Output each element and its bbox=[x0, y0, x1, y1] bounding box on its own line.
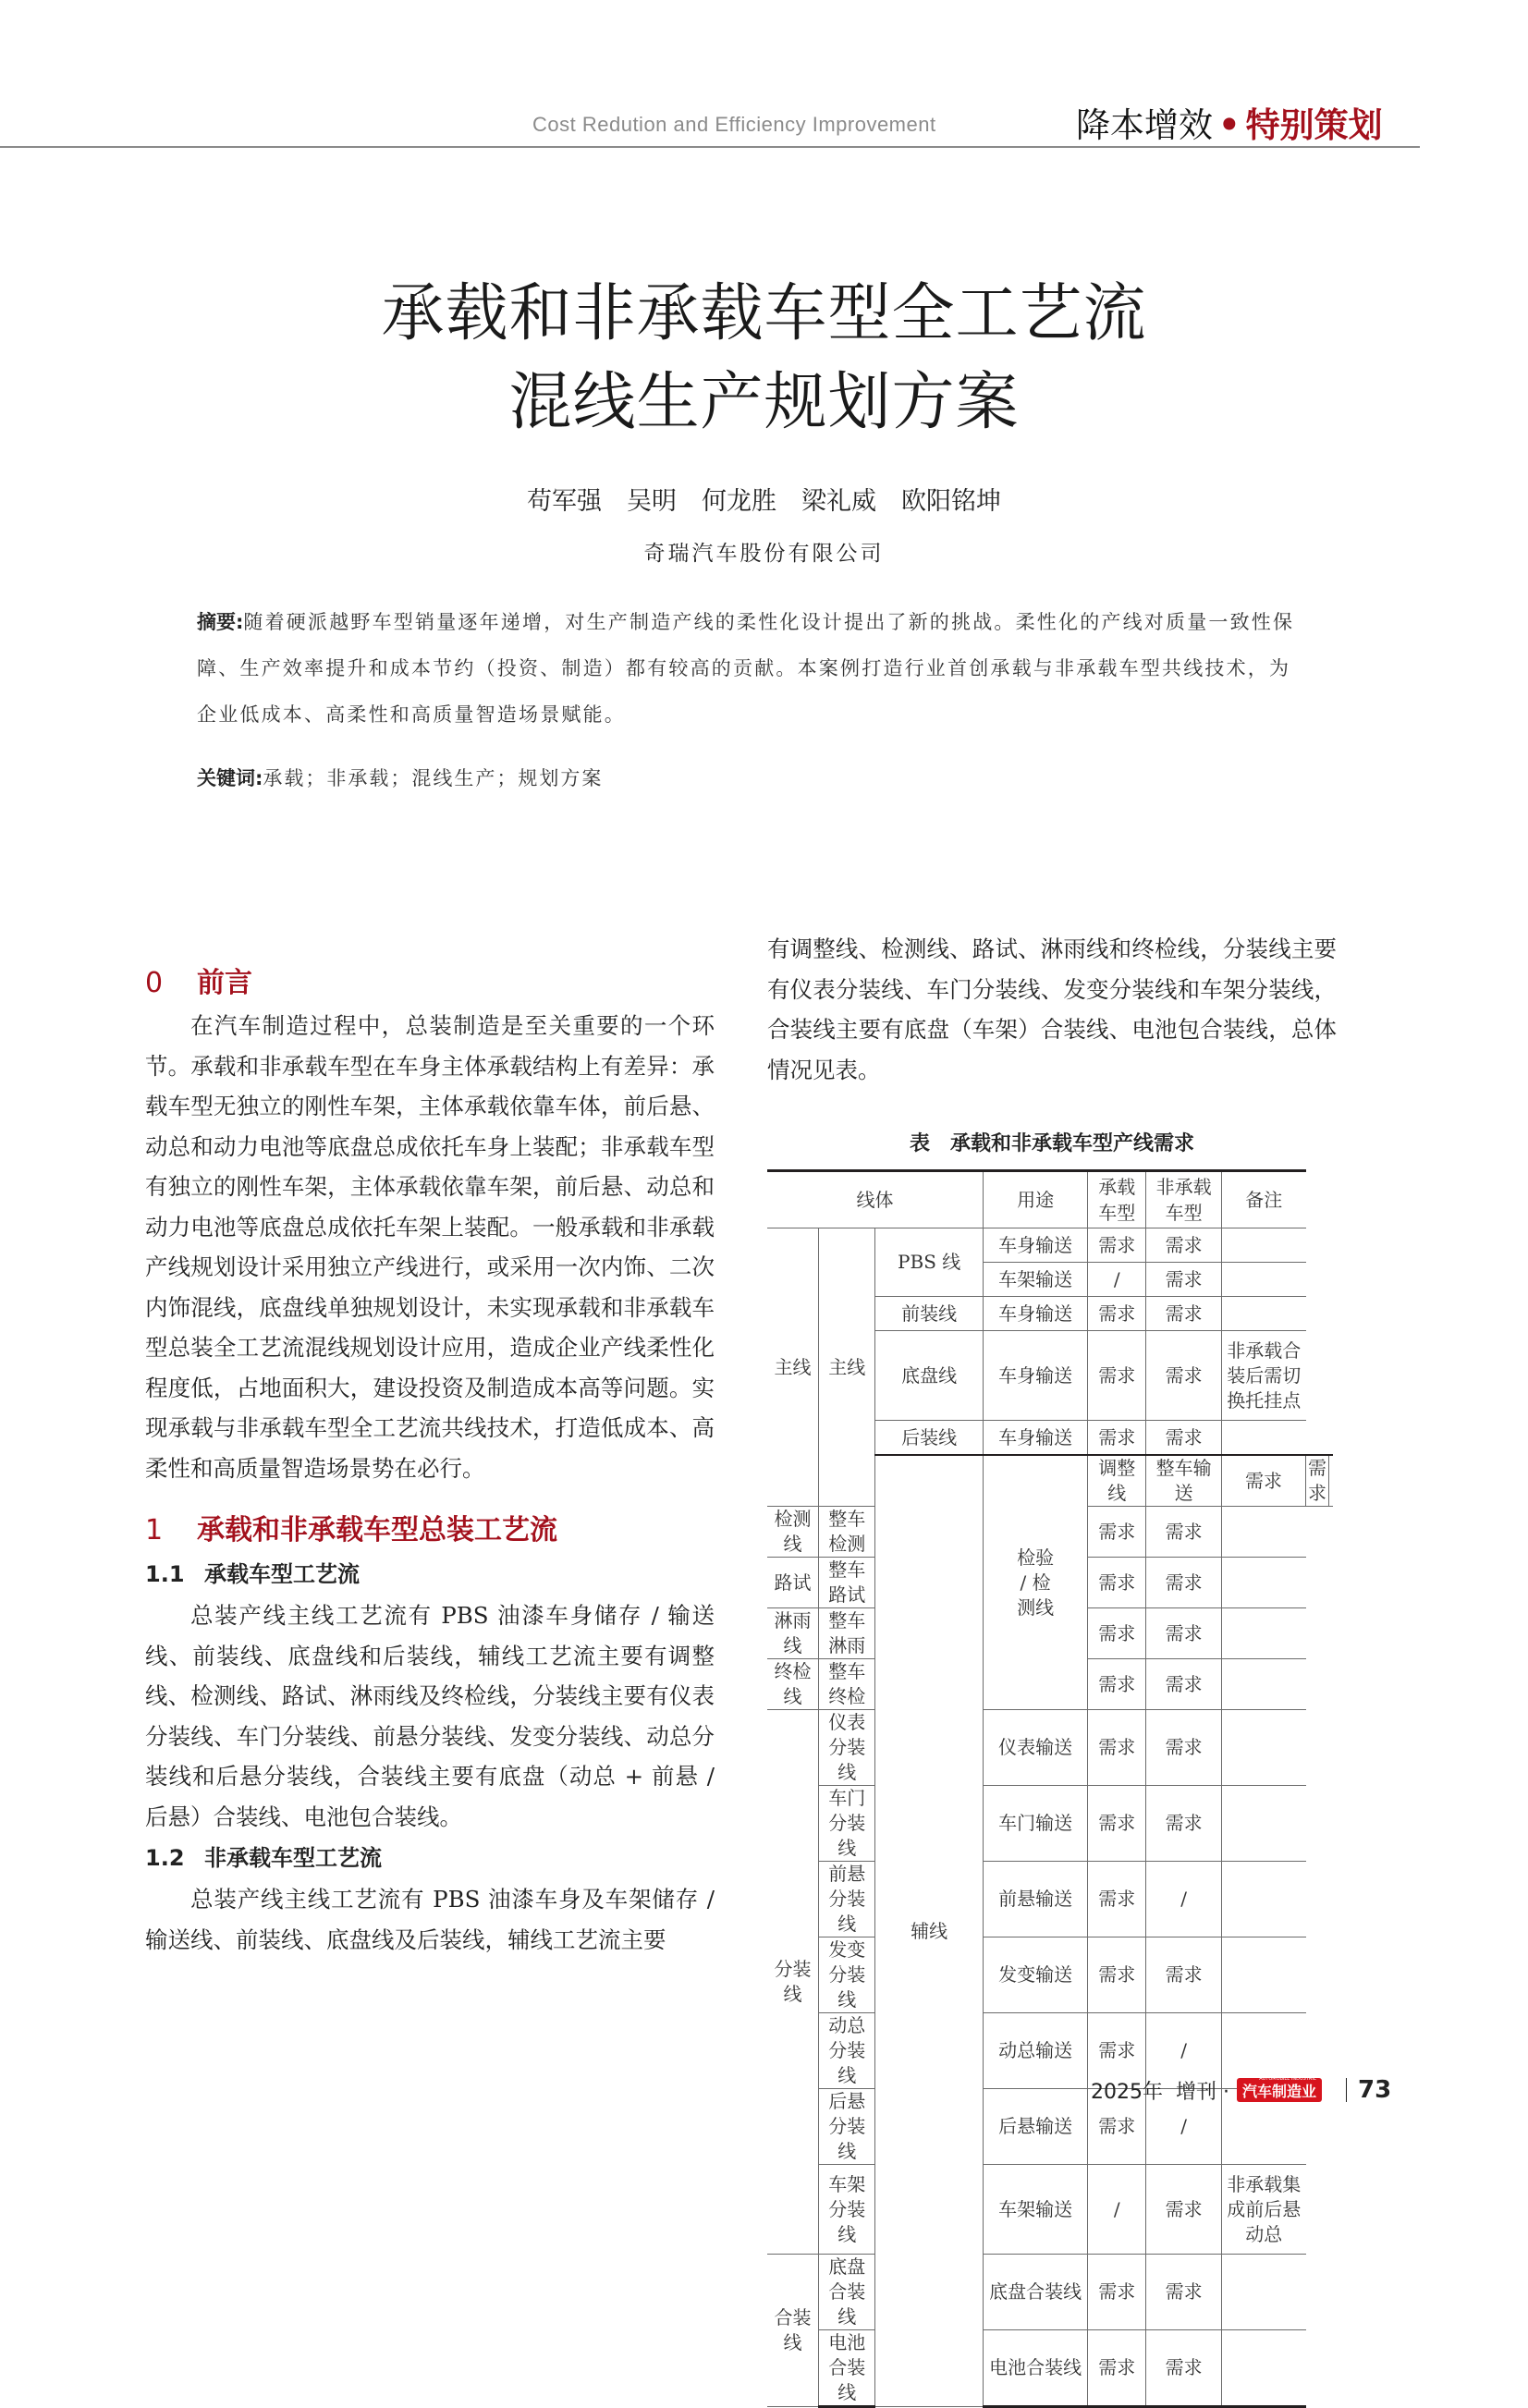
table-header-row bbox=[767, 1171, 1333, 1228]
cell-use: 车身输送 bbox=[983, 1297, 1087, 1331]
header-frame: 非承载 车型 bbox=[1146, 1171, 1222, 1228]
cell-frame: 需求 bbox=[1146, 1507, 1222, 1558]
cell-note bbox=[1221, 1421, 1305, 1456]
cell-frame: 需求 bbox=[1146, 1937, 1222, 2013]
cell-use: 动总输送 bbox=[983, 2013, 1087, 2089]
cell-frame: 需求 bbox=[1146, 1710, 1222, 1786]
cell-unibody: / bbox=[1088, 2165, 1146, 2255]
abstract: 摘要:随着硬派越野车型销量逐年递增，对生产制造产线的柔性化设计提出了新的挑战。柔性化的产线对质量一致性保障、生产效率提升和成本节约（投资、制造）都有较高的贡献。本案例打造行业首创承载与非承载车型共线技术，为企业低成本、高柔性和高质量智造场景赋能。 bbox=[197, 611, 1295, 726]
cell-unibody: 需求 bbox=[1088, 1421, 1146, 1456]
cell-note bbox=[1221, 1710, 1305, 1786]
page-number: 73 bbox=[1358, 2076, 1392, 2104]
cell-use: 发变输送 bbox=[983, 1937, 1087, 2013]
cell-unibody: 需求 bbox=[1088, 1937, 1146, 2013]
subsection-heading-1-2: 1.2 非承载车型工艺流 bbox=[145, 1845, 382, 1871]
cell-unibody: 需求 bbox=[1088, 1331, 1146, 1421]
section-heading-0: 0 前言 bbox=[145, 967, 252, 999]
cell-unibody: 需求 bbox=[1088, 1228, 1146, 1263]
table-row bbox=[767, 1710, 1333, 1786]
abstract-label: 摘要 bbox=[197, 611, 236, 633]
cell-unibody: 需求 bbox=[1088, 1862, 1146, 1937]
cell-note bbox=[1221, 1608, 1305, 1659]
cell-use: 车身输送 bbox=[983, 1228, 1087, 1263]
subsection-1-2-paragraph-continued: 有调整线、检测线、路试、淋雨线和终检线，分装线主要有仪表分装线、车门分装线、发变分装线和车架分装线，合装线主要有底盘（车架）合装线、电池包合装线，总体情况见表。 bbox=[767, 935, 1337, 1083]
cell-frame: 需求 bbox=[1146, 1659, 1222, 1710]
cell-line: 淋雨线 bbox=[767, 1608, 819, 1659]
cell-frame: / bbox=[1146, 2013, 1222, 2089]
cell-unibody: 需求 bbox=[1088, 2089, 1146, 2165]
cell-note bbox=[1221, 2255, 1305, 2330]
cell-frame: 需求 bbox=[1146, 1297, 1222, 1331]
table-row bbox=[767, 1228, 1333, 1263]
cell-note bbox=[1221, 1228, 1305, 1263]
cell-line: 车门分装线 bbox=[819, 1786, 875, 1862]
cell-frame: 需求 bbox=[1146, 1263, 1222, 1297]
cell-line: 前悬分装线 bbox=[819, 1862, 875, 1937]
cell-unibody: 需求 bbox=[1088, 2255, 1146, 2330]
article-title-line2: 混线生产规划方案 bbox=[508, 366, 1020, 439]
cell-note bbox=[1221, 1659, 1305, 1710]
keywords-label: 关键词 bbox=[197, 767, 255, 789]
cell-use: 车架输送 bbox=[983, 1263, 1087, 1297]
line-requirements-table bbox=[767, 1169, 1333, 2408]
cell-frame: 需求 bbox=[1146, 2165, 1222, 2255]
cell-frame: 需求 bbox=[1146, 1331, 1222, 1421]
header-line: 线体 bbox=[767, 1171, 983, 1228]
subsection-heading-1-1: 1.1 承载车型工艺流 bbox=[145, 1561, 360, 1587]
cell-line: 动总分装线 bbox=[819, 2013, 875, 2089]
cell-line: 后装线 bbox=[875, 1421, 984, 1456]
right-column bbox=[767, 929, 1337, 1090]
cell-use: 底盘合装线 bbox=[983, 2255, 1087, 2330]
group-aux: 辅线 bbox=[875, 1455, 984, 2407]
footer-issue: 增刊 · bbox=[1176, 2080, 1229, 2104]
cell-use: 车身输送 bbox=[983, 1421, 1087, 1456]
table-row bbox=[767, 2165, 1333, 2255]
cell-use: 整车输送 bbox=[1146, 1455, 1222, 1507]
table-row bbox=[767, 2255, 1333, 2330]
cell-unibody: 需求 bbox=[1088, 2330, 1146, 2407]
authors: 苟军强 吴明 何龙胜 梁礼威 欧阳铭坤 bbox=[527, 487, 1001, 516]
cell-frame: 需求 bbox=[1146, 1786, 1222, 1862]
cell-use: 整车淋雨 bbox=[819, 1608, 875, 1659]
group-main: 主线 bbox=[767, 1228, 819, 1507]
cell-note bbox=[1221, 2330, 1305, 2407]
running-header bbox=[0, 92, 1420, 148]
cell-unibody: 需求 bbox=[1221, 1455, 1305, 1507]
abstract-text: 随着硬派越野车型销量逐年递增，对生产制造产线的柔性化设计提出了新的挑战。柔性化的产线对质量一致性保障、生产效率提升和成本节约（投资、制造）都有较高的贡献。本案例打造行业首创承载与非承载车型共线技术，为企业低成本、高柔性和高质量智造场景赋能。 bbox=[197, 611, 1295, 726]
cell-line: 发变分装线 bbox=[819, 1937, 875, 2013]
cell-note bbox=[1221, 1862, 1305, 1937]
cell-line: 车架分装线 bbox=[819, 2165, 875, 2255]
table-row bbox=[767, 2330, 1333, 2407]
cell-line: 检测线 bbox=[767, 1507, 819, 1558]
cell-note bbox=[1221, 1558, 1305, 1608]
cell-frame: / bbox=[1146, 1862, 1222, 1937]
cell-use: 整车路试 bbox=[819, 1558, 875, 1608]
cell-note: 非承载合 装后需切 换托挂点 bbox=[1221, 1331, 1305, 1421]
column-separator: • bbox=[1218, 105, 1241, 145]
cell-line: 后悬分装线 bbox=[819, 2089, 875, 2165]
cell-note bbox=[1221, 1786, 1305, 1862]
cell-unibody: 需求 bbox=[1088, 1297, 1146, 1331]
section-0-paragraph: 在汽车制造过程中，总装制造是至关重要的一个环节。承载和非承载车型在车身主体承载结构上有差异：承载车型无独立的刚性车架，主体承载依靠车体，前后悬、动总和动力电池等底盘总成依托车身上装配；非承载车型有独立的刚性车架，主体承载依靠车架，前后悬、动总和动力电池等底盘总成依托车架上装配。一般承载和非承载产线规划设计采用独立产线进行，或采用一次内饰、二次内饰混线，底盘线单独规划设计，未实现承载和非承载车型总装全工艺流混线规划设计应用，造成企业产线柔性化程度低，占地面积大，建设投资及制造成本高等问题。实现承载与非承载车型全工艺流共线技术，打造低成本、高柔性和高质量智造场景势在必行。 bbox=[145, 1012, 715, 1482]
cell-note: 非承载集 成前后悬 动总 bbox=[1221, 2165, 1305, 2255]
article-title bbox=[0, 270, 1528, 447]
cell-use: 车门输送 bbox=[983, 1786, 1087, 1862]
cell-use: 前悬输送 bbox=[983, 1862, 1087, 1937]
cell-use: 电池合装线 bbox=[983, 2330, 1087, 2407]
table-row bbox=[767, 1937, 1333, 2013]
header-note: 备注 bbox=[1221, 1171, 1305, 1228]
group-sub: 分装 线 bbox=[767, 1710, 819, 2255]
group-merge: 合装 线 bbox=[767, 2255, 819, 2407]
cell-use: 车身输送 bbox=[983, 1331, 1087, 1421]
page-footer bbox=[1091, 2074, 1391, 2106]
cell-line: PBS 线 bbox=[875, 1228, 984, 1297]
cell-note bbox=[1221, 1507, 1305, 1558]
cell-use: 整车终检 bbox=[819, 1659, 875, 1710]
cell-line: 路试 bbox=[767, 1558, 819, 1608]
article-title-line1: 承载和非承载车型全工艺流 bbox=[381, 277, 1147, 350]
cell-frame: / bbox=[1146, 2089, 1222, 2165]
cell-line: 底盘合装线 bbox=[819, 2255, 875, 2330]
keywords: 关键词:承载；非承载；混线生产；规划方案 bbox=[197, 767, 604, 789]
cell-unibody: 需求 bbox=[1088, 1558, 1146, 1608]
header-unibody: 承载 车型 bbox=[1088, 1171, 1146, 1228]
left-column bbox=[145, 961, 715, 1960]
cell-use: 整车检测 bbox=[819, 1507, 875, 1558]
cell-unibody: 需求 bbox=[1088, 1507, 1146, 1558]
cell-line: 调整线 bbox=[1088, 1455, 1146, 1507]
cell-unibody: 需求 bbox=[1088, 2013, 1146, 2089]
cell-frame: 需求 bbox=[1306, 1455, 1329, 1507]
group-inspect: 检验 / 检 测线 bbox=[983, 1455, 1087, 1710]
cell-frame: 需求 bbox=[1146, 1608, 1222, 1659]
affiliation: 奇瑞汽车股份有限公司 bbox=[643, 542, 885, 566]
footer-year: 2025年 bbox=[1091, 2080, 1163, 2104]
footer-divider bbox=[1346, 2078, 1347, 2102]
cell-note bbox=[1221, 1297, 1305, 1331]
cell-line: 前装线 bbox=[875, 1297, 984, 1331]
subsection-1-2-paragraph: 总装产线主线工艺流有 PBS 油漆车身及车架储存 / 输送线、前装线、底盘线及后装线，辅线工艺流主要 bbox=[145, 1886, 715, 1953]
column-special: 特别策划 bbox=[1245, 105, 1383, 145]
cell-unibody: / bbox=[1088, 1263, 1146, 1297]
cell-line: 仪表分装线 bbox=[819, 1710, 875, 1786]
table-caption: 表 承载和非承载车型产线需求 bbox=[909, 1132, 1194, 1155]
cell-frame: 需求 bbox=[1146, 1421, 1222, 1456]
running-header-english: Cost Redution and Efficiency Improvement bbox=[532, 113, 936, 136]
column-main: 降本增效 bbox=[1076, 105, 1213, 145]
cell-note bbox=[1221, 1263, 1305, 1297]
column-name bbox=[1076, 97, 1383, 147]
cell-frame: 需求 bbox=[1146, 2330, 1222, 2407]
section-heading-1: 1 承载和非承载车型总装工艺流 bbox=[145, 1514, 557, 1546]
cell-use: 车架输送 bbox=[983, 2165, 1087, 2255]
table-row bbox=[767, 1862, 1333, 1937]
subsection-1-1-paragraph: 总装产线主线工艺流有 PBS 油漆车身储存 / 输送线、前装线、底盘线和后装线，辅线工艺流主要有调整线、检测线、路试、淋雨线及终检线，分装线主要有仪表分装线、车门分装线、前悬分装线、发变分装线、动总分装线和后悬分装线，合装线主要有底盘（动总 + 前悬 / 后悬）合装线、电池包合装线。 bbox=[145, 1602, 715, 1830]
cell-unibody: 需求 bbox=[1088, 1786, 1146, 1862]
cell-frame: 需求 bbox=[1146, 1228, 1222, 1263]
magazine-logo: AUTOMOBILE INDUSTRIE 汽车制造业 bbox=[1237, 2078, 1322, 2102]
cell-line: 终检线 bbox=[767, 1659, 819, 1710]
cell-frame: 需求 bbox=[1146, 1558, 1222, 1608]
header-use: 用途 bbox=[983, 1171, 1087, 1228]
cell-use: 仪表输送 bbox=[983, 1710, 1087, 1786]
keywords-text: 承载；非承载；混线生产；规划方案 bbox=[263, 767, 604, 789]
cell-unibody: 需求 bbox=[1088, 1608, 1146, 1659]
cell-unibody: 需求 bbox=[1088, 1659, 1146, 1710]
cell-note bbox=[1329, 1455, 1334, 1507]
magazine-logo-en: AUTOMOBILE INDUSTRIE bbox=[1259, 2076, 1317, 2082]
cell-use: 后悬输送 bbox=[983, 2089, 1087, 2165]
cell-unibody: 需求 bbox=[1088, 1710, 1146, 1786]
cell-line: 电池合装线 bbox=[819, 2330, 875, 2407]
cell-frame: 需求 bbox=[1146, 2255, 1222, 2330]
cell-line: 底盘线 bbox=[875, 1331, 984, 1421]
table-row bbox=[767, 1786, 1333, 1862]
cell-note bbox=[1221, 1937, 1305, 2013]
group-main-sub: 主线 bbox=[819, 1228, 875, 1507]
